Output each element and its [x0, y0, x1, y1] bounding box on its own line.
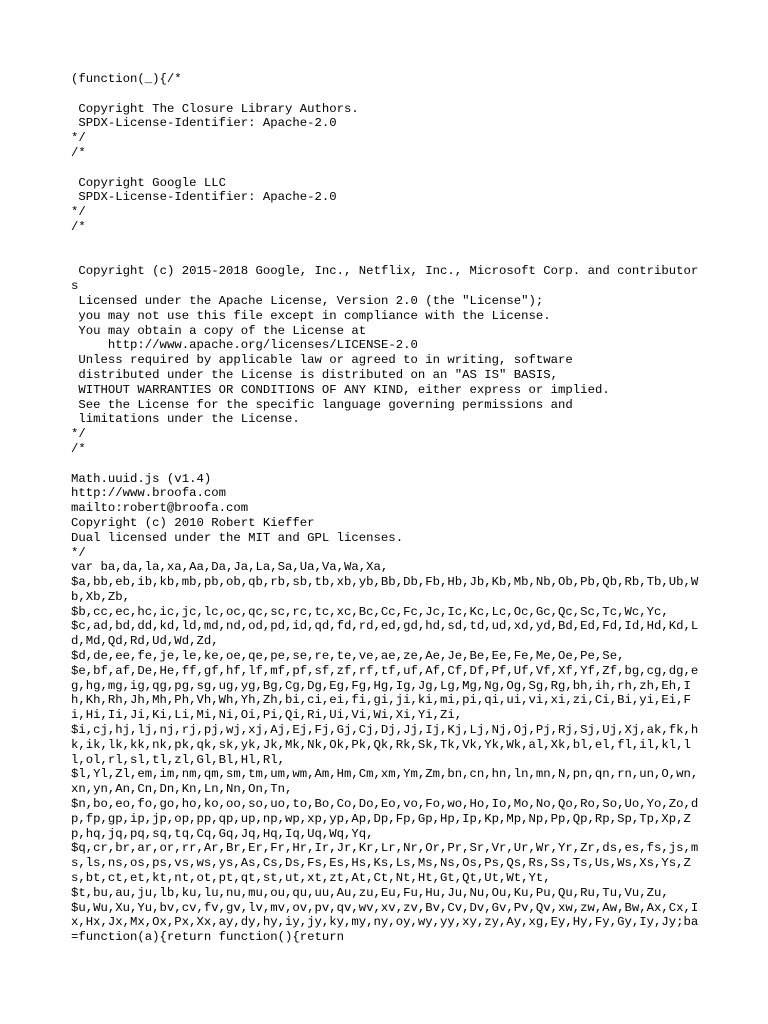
code-line: var ba,da,la,xa,Aa,Da,Ja,La,Sa,Ua,Va,Wa,Xa,: [71, 560, 389, 575]
code-line: */: [71, 205, 86, 220]
code-line: SPDX-License-Identifier: Apache-2.0: [71, 116, 337, 131]
code-line: */: [71, 427, 86, 442]
code-line: $l,Yl,Zl,em,im,nm,qm,sm,tm,um,wm,Am,Hm,Cm,xm,Ym,Zm,bn,cn,hn,ln,mn,N,pn,qn,rn,un,O,wn,xn,yn,An,Cn,Dn,Kn,Ln,Nn,On,Tn,: [71, 767, 699, 797]
code-line: $t,bu,au,ju,lb,ku,lu,nu,mu,ou,qu,uu,Au,zu,Eu,Fu,Hu,Ju,Nu,Ou,Ku,Pu,Qu,Ru,Tu,Vu,Zu,: [71, 885, 669, 900]
code-line: See the License for the specific language governing permissions and: [71, 397, 573, 412]
code-line: Copyright (c) 2015-2018 Google, Inc., Netflix, Inc., Microsoft Corp. and contributors: [71, 264, 699, 294]
code-line: $i,cj,hj,lj,nj,rj,pj,wj,xj,Aj,Ej,Fj,Gj,Cj,Dj,Jj,Ij,Kj,Lj,Nj,Oj,Pj,Rj,Sj,Uj,Xj,ak,fk,hk,ik,lk,kk,nk,pk,qk,sk,yk,Jk,Mk,Nk,Ok,Pk,Qk,Rk,Sk,Tk,Vk,Yk,Wk,al,Xk,bl,el,fl,il,kl,ll,ol,rl,sl,tl,zl,Gl,Bl,Hl,Rl,: [71, 723, 699, 767]
code-line: (function(_){/*: [71, 72, 182, 86]
code-line: Licensed under the Apache License, Version 2.0 (the "License");: [71, 293, 544, 308]
code-line: http://www.apache.org/licenses/LICENSE-2.0: [71, 338, 418, 353]
code-line: limitations under the License.: [71, 412, 300, 427]
code-line: [71, 161, 699, 176]
code-line: /*: [71, 145, 86, 160]
code-line: $e,bf,af,De,He,ff,gf,hf,lf,mf,pf,sf,zf,rf,tf,uf,Af,Cf,Df,Pf,Uf,Vf,Xf,Yf,Zf,bg,cg,dg,eg,hg,mg,ig,qg,pg,sg,ug,yg,Bg,Cg,Dg,Eg,Fg,Hg,Ig,Jg,Lg,Mg,Ng,Og,Sg,Rg,bh,ih,rh,zh,Eh,Ih,Kh,Rh,Jh,Mh,Ph,Vh,Wh,Yh,Zh,bi,ci,ei,fi,gi,ji,ki,mi,pi,qi,ui,vi,xi,zi,Ci,Bi,yi,Ei,Fi,Hi,Ii,Ji,Ki,Li,Mi,Ni,Oi,Pi,Qi,Ri,Ui,Vi,Wi,Xi,Yi,Zi,: [71, 663, 699, 723]
code-line: /*: [71, 441, 86, 456]
code-line: http://www.broofa.com: [71, 486, 226, 501]
code-line: Unless required by applicable law or agreed to in writing, software: [71, 353, 573, 368]
code-line: you may not use this file except in compliance with the License.: [71, 308, 551, 323]
code-line: Dual licensed under the MIT and GPL licenses.: [71, 530, 404, 545]
code-line: You may obtain a copy of the License at: [71, 323, 367, 338]
code-line: WITHOUT WARRANTIES OR CONDITIONS OF ANY KIND, either express or implied.: [71, 382, 610, 397]
code-line: [71, 457, 699, 472]
code-line: $b,cc,ec,hc,ic,jc,lc,oc,qc,sc,rc,tc,xc,Bc,Cc,Fc,Jc,Ic,Kc,Lc,Oc,Gc,Qc,Sc,Tc,Wc,Yc,: [71, 604, 669, 619]
code-line: Copyright (c) 2010 Robert Kieffer: [71, 515, 315, 530]
code-line: /*: [71, 219, 86, 234]
code-line: $u,Wu,Xu,Yu,bv,cv,fv,gv,lv,mv,ov,pv,qv,wv,xv,zv,Bv,Cv,Dv,Gv,Pv,Qv,xw,zw,Aw,Bw,Ax,Cx,Ix,Hx,Jx,Mx,Ox,Px,Xx,ay,dy,hy,iy,jy,ky,my,ny,oy,wy,yy,xy,zy,Ay,xg,Ey,Hy,Fy,Gy,Iy,Jy;ba=function(a){return function(){return: [71, 900, 699, 945]
code-line: $c,ad,bd,dd,kd,ld,md,nd,od,pd,id,qd,fd,rd,ed,gd,hd,sd,td,ud,xd,yd,Bd,Ed,Fd,Id,Hd,Kd,Ld,Md,Qd,Rd,Ud,Wd,Zd,: [71, 619, 699, 649]
code-line: distributed under the License is distributed on an "AS IS" BASIS,: [71, 367, 559, 382]
code-line: $q,cr,br,ar,or,rr,Ar,Br,Er,Fr,Hr,Ir,Jr,Kr,Lr,Nr,Or,Pr,Sr,Vr,Ur,Wr,Yr,Zr,ds,es,fs,js,ms,ls,ns,os,ps,vs,ws,ys,As,Cs,Ds,Fs,Es,Hs,Ks,Ls,Ms,Ns,Os,Ps,Qs,Rs,Ss,Ts,Us,Ws,Xs,Ys,Zs,bt,ct,et,kt,nt,ot,pt,qt,st,ut,xt,zt,At,Ct,Nt,Ht,Gt,Qt,Ut,Wt,Yt,: [71, 841, 699, 886]
code-line: $n,bo,eo,fo,go,ho,ko,oo,so,uo,to,Bo,Co,Do,Eo,vo,Fo,wo,Ho,Io,Mo,No,Qo,Ro,So,Uo,Yo,Zo,dp,fp,gp,ip,jp,op,pp,qp,up,np,wp,xp,yp,Ap,Dp,Fp,Gp,Hp,Ip,Kp,Mp,Np,Pp,Qp,Rp,Sp,Tp,Xp,Zp,hq,jq,pq,sq,tq,Cq,Gq,Jq,Hq,Iq,Uq,Wq,Yq,: [71, 797, 699, 841]
code-line: Copyright Google LLC: [71, 175, 226, 190]
code-line: $d,de,ee,fe,je,le,ke,oe,qe,pe,se,re,te,ve,ae,ze,Ae,Je,Be,Ee,Fe,Me,Oe,Pe,Se,: [71, 649, 625, 664]
code-line: [71, 250, 699, 265]
source-code-document: [71, 72, 699, 945]
code-line: mailto:robert@broofa.com: [71, 501, 249, 516]
code-line: SPDX-License-Identifier: Apache-2.0: [71, 190, 337, 205]
code-line: Math.uuid.js (v1.4): [71, 471, 212, 486]
code-line: */: [71, 545, 86, 560]
code-line: $a,bb,eb,ib,kb,mb,pb,ob,qb,rb,sb,tb,xb,yb,Bb,Db,Fb,Hb,Jb,Kb,Mb,Nb,Ob,Pb,Qb,Rb,Tb,Ub,Wb,Xb,Zb,: [71, 575, 699, 604]
code-line: [71, 235, 699, 250]
code-line: */: [71, 131, 86, 146]
code-line: [71, 87, 699, 102]
code-line: Copyright The Closure Library Authors.: [71, 101, 359, 116]
